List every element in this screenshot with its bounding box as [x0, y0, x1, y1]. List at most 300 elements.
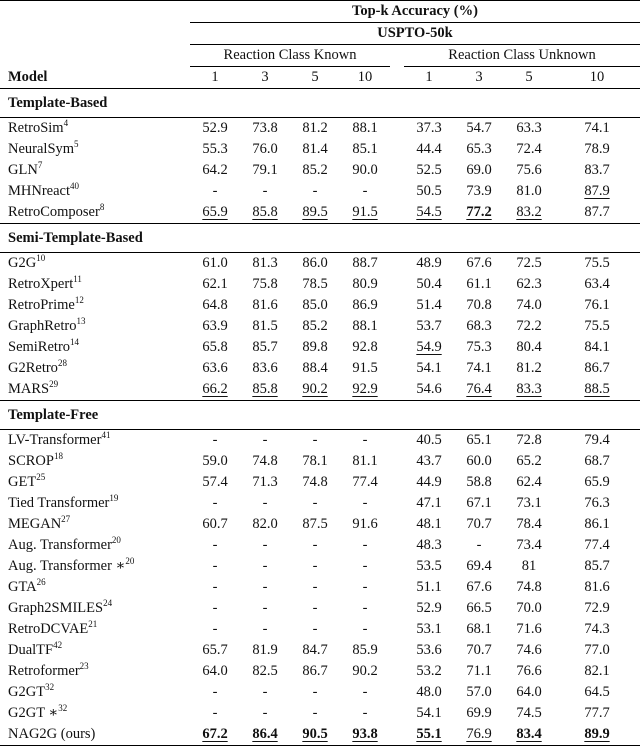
value-cell: [454, 358, 504, 379]
accuracy-value: 64.5: [584, 684, 610, 700]
value-cell: [290, 577, 340, 598]
column-gap: [390, 358, 404, 379]
value-cell: [340, 274, 390, 295]
accuracy-value: 58.8: [466, 474, 492, 490]
value-cell: [404, 139, 454, 160]
column-gap: [390, 181, 404, 202]
accuracy-value: 92.9: [352, 381, 378, 397]
value-cell: [404, 451, 454, 472]
accuracy-value: 77.7: [584, 705, 610, 721]
value-cell: [404, 118, 454, 140]
value-cell: [340, 703, 390, 724]
accuracy-value: 83.2: [516, 204, 542, 220]
value-cell: [454, 682, 504, 703]
column-gap: [390, 316, 404, 337]
accuracy-value: 51.4: [416, 297, 442, 313]
value-cell: [404, 337, 454, 358]
value-cell: [190, 118, 240, 140]
accuracy-value: 90.5: [302, 726, 328, 742]
value-cell: [240, 640, 290, 661]
table-row: [0, 253, 640, 275]
accuracy-value: 60.7: [202, 516, 228, 532]
accuracy-value: 88.1: [352, 120, 378, 136]
accuracy-value: -: [362, 684, 368, 700]
value-cell: [240, 451, 290, 472]
reference-number: 20: [111, 535, 121, 545]
model-name-cell: [0, 619, 190, 640]
accuracy-value: 86.1: [584, 516, 610, 532]
accuracy-value: 74.8: [516, 579, 542, 595]
value-cell: [340, 514, 390, 535]
accuracy-value: 85.7: [252, 339, 278, 355]
value-cell: [190, 337, 240, 358]
value-cell: [240, 181, 290, 202]
value-cell: [340, 724, 390, 746]
accuracy-value: 65.2: [516, 453, 542, 469]
accuracy-value: 63.9: [202, 318, 228, 334]
value-cell: [290, 358, 340, 379]
accuracy-value: 83.3: [516, 381, 542, 397]
table-row: [0, 493, 640, 514]
accuracy-value: 52.5: [416, 162, 442, 178]
accuracy-value: 91.6: [352, 516, 378, 532]
accuracy-value: 81.2: [302, 120, 328, 136]
reference-number: 40: [70, 181, 80, 191]
accuracy-value: -: [262, 432, 268, 448]
value-cell: [454, 160, 504, 181]
model-name-cell: [0, 358, 190, 379]
model-name-cell: [0, 337, 190, 358]
column-gap: [390, 139, 404, 160]
k-header: 10: [340, 67, 390, 89]
value-cell: [454, 118, 504, 140]
accuracy-value: 81.5: [252, 318, 278, 334]
accuracy-value: 53.6: [416, 642, 442, 658]
accuracy-value: 81.9: [252, 642, 278, 658]
table-row: [0, 703, 640, 724]
value-cell: [454, 253, 504, 275]
value-cell: [290, 253, 340, 275]
column-gap: [390, 295, 404, 316]
value-cell: [504, 682, 554, 703]
accuracy-value: 55.1: [416, 726, 442, 742]
accuracy-value: 81.1: [352, 453, 378, 469]
accuracy-value: -: [262, 579, 268, 595]
value-cell: [554, 430, 640, 452]
value-cell: [404, 703, 454, 724]
value-cell: [290, 619, 340, 640]
accuracy-value: 73.9: [466, 183, 492, 199]
model-name: RetroComposer: [8, 204, 100, 220]
section-header-row: [0, 401, 640, 430]
value-cell: [554, 139, 640, 160]
table-row: [0, 160, 640, 181]
value-cell: [554, 358, 640, 379]
value-cell: [554, 661, 640, 682]
value-cell: [504, 379, 554, 401]
accuracy-value: 72.8: [516, 432, 542, 448]
accuracy-value: -: [362, 495, 368, 511]
section-header-row: [0, 89, 640, 118]
accuracy-value: 48.3: [416, 537, 442, 553]
table-row: [0, 118, 640, 140]
value-cell: [404, 640, 454, 661]
value-cell: [240, 493, 290, 514]
value-cell: [290, 556, 340, 577]
accuracy-value: 53.1: [416, 621, 442, 637]
accuracy-value: 67.2: [202, 726, 228, 742]
value-cell: [554, 160, 640, 181]
column-gap: [390, 337, 404, 358]
value-cell: [554, 598, 640, 619]
value-cell: [190, 493, 240, 514]
value-cell: [240, 253, 290, 275]
value-cell: [404, 661, 454, 682]
value-cell: [504, 337, 554, 358]
accuracy-value: 85.1: [352, 141, 378, 157]
accuracy-value: 78.9: [584, 141, 610, 157]
accuracy-value: 67.6: [466, 255, 492, 271]
k-header: 10: [554, 67, 640, 89]
value-cell: [290, 535, 340, 556]
accuracy-value: -: [262, 558, 268, 574]
accuracy-value: -: [312, 621, 318, 637]
accuracy-value: 68.1: [466, 621, 492, 637]
table-row: [0, 577, 640, 598]
accuracy-value: -: [362, 183, 368, 199]
accuracy-value: 60.0: [466, 453, 492, 469]
model-name-cell: [0, 535, 190, 556]
accuracy-value: 88.4: [302, 360, 328, 376]
model-column-header: Model: [8, 68, 48, 85]
value-cell: [504, 358, 554, 379]
header-row-metric: [0, 1, 640, 23]
column-gap: [390, 160, 404, 181]
accuracy-value: 61.1: [466, 276, 492, 292]
model-name: MEGAN: [8, 516, 62, 532]
model-name: G2G: [8, 255, 37, 271]
model-name: RetroDCVAE: [8, 621, 89, 637]
accuracy-value: 85.8: [252, 381, 278, 397]
value-cell: [554, 202, 640, 224]
model-name: RetroPrime: [8, 297, 75, 313]
accuracy-value: 83.4: [516, 726, 542, 742]
accuracy-value: 65.9: [584, 474, 610, 490]
model-name: Graph2SMILES: [8, 600, 104, 616]
accuracy-value: 65.9: [202, 204, 228, 220]
model-name-cell: [0, 181, 190, 202]
value-cell: [190, 514, 240, 535]
k-header: 1: [404, 67, 454, 89]
accuracy-value: 77.2: [466, 204, 492, 220]
accuracy-value: 65.7: [202, 642, 228, 658]
column-gap: [390, 430, 404, 452]
value-cell: [554, 379, 640, 401]
value-cell: [340, 379, 390, 401]
section-header-row: [0, 224, 640, 253]
table-row: [0, 202, 640, 224]
reference-number: 32: [45, 682, 55, 692]
accuracy-value: 50.4: [416, 276, 442, 292]
table-row: [0, 316, 640, 337]
value-cell: [454, 556, 504, 577]
accuracy-value: 90.2: [302, 381, 328, 397]
accuracy-value: 76.4: [466, 381, 492, 397]
accuracy-value: 81: [521, 558, 537, 574]
model-name: GraphRetro: [8, 318, 77, 334]
accuracy-value: 74.1: [466, 360, 492, 376]
value-cell: [190, 472, 240, 493]
accuracy-value: 75.6: [516, 162, 542, 178]
value-cell: [554, 724, 640, 746]
accuracy-value: 85.2: [302, 318, 328, 334]
value-cell: [340, 472, 390, 493]
reference-number: 7: [37, 160, 43, 170]
value-cell: [190, 379, 240, 401]
group-known-header: Reaction Class Known: [190, 45, 390, 67]
accuracy-value: 87.5: [302, 516, 328, 532]
value-cell: [340, 556, 390, 577]
reference-number: 12: [74, 295, 84, 305]
accuracy-value: 81.6: [584, 579, 610, 595]
value-cell: [554, 682, 640, 703]
model-name-cell: [0, 379, 190, 401]
accuracy-value: 72.4: [516, 141, 542, 157]
value-cell: [240, 577, 290, 598]
value-cell: [404, 274, 454, 295]
accuracy-value: 62.3: [516, 276, 542, 292]
accuracy-value: 77.0: [584, 642, 610, 658]
value-cell: [454, 703, 504, 724]
accuracy-value: 62.4: [516, 474, 542, 490]
accuracy-value: -: [262, 705, 268, 721]
value-cell: [454, 535, 504, 556]
value-cell: [240, 379, 290, 401]
value-cell: [240, 724, 290, 746]
accuracy-value: 76.0: [252, 141, 278, 157]
model-name-cell: [0, 316, 190, 337]
value-cell: [340, 316, 390, 337]
value-cell: [190, 160, 240, 181]
accuracy-value: 87.7: [584, 204, 610, 220]
accuracy-value: 78.1: [302, 453, 328, 469]
value-cell: [290, 337, 340, 358]
value-cell: [404, 514, 454, 535]
model-name: MARS: [8, 381, 50, 397]
accuracy-value: 54.9: [416, 339, 442, 355]
accuracy-value: 91.5: [352, 204, 378, 220]
value-cell: [454, 316, 504, 337]
table-row: [0, 640, 640, 661]
value-cell: [340, 493, 390, 514]
value-cell: [454, 181, 504, 202]
value-cell: [190, 274, 240, 295]
accuracy-value: 75.5: [584, 255, 610, 271]
accuracy-value: -: [312, 600, 318, 616]
accuracy-value: 72.5: [516, 255, 542, 271]
accuracy-value: 65.3: [466, 141, 492, 157]
accuracy-value: 85.8: [252, 204, 278, 220]
accuracy-value: 85.9: [352, 642, 378, 658]
value-cell: [340, 451, 390, 472]
accuracy-value: 74.0: [516, 297, 542, 313]
table-row: [0, 514, 640, 535]
accuracy-value: -: [312, 705, 318, 721]
accuracy-value: 74.3: [584, 621, 610, 637]
table-row: [0, 451, 640, 472]
accuracy-value: -: [362, 705, 368, 721]
accuracy-value: 67.1: [466, 495, 492, 511]
accuracy-value: 44.4: [416, 141, 442, 157]
accuracy-value: -: [212, 558, 218, 574]
column-gap: [390, 682, 404, 703]
reference-number: 24: [103, 598, 113, 608]
value-cell: [290, 160, 340, 181]
accuracy-value: 48.9: [416, 255, 442, 271]
model-name-cell: [0, 640, 190, 661]
model-name-cell: [0, 202, 190, 224]
accuracy-value: -: [362, 621, 368, 637]
accuracy-value: -: [262, 684, 268, 700]
accuracy-value: 57.4: [202, 474, 228, 490]
reference-number: 41: [101, 430, 111, 440]
accuracy-value: 71.1: [466, 663, 492, 679]
value-cell: [404, 295, 454, 316]
value-cell: [240, 295, 290, 316]
column-gap: [390, 703, 404, 724]
accuracy-value: 70.8: [466, 297, 492, 313]
accuracy-value: 83.6: [252, 360, 278, 376]
value-cell: [404, 535, 454, 556]
accuracy-value: 72.2: [516, 318, 542, 334]
column-gap: [390, 379, 404, 401]
value-cell: [554, 181, 640, 202]
value-cell: [290, 703, 340, 724]
accuracy-value: 73.4: [516, 537, 542, 553]
k-header: 1: [190, 67, 240, 89]
accuracy-value: 64.0: [516, 684, 542, 700]
value-cell: [554, 703, 640, 724]
value-cell: [504, 703, 554, 724]
model-name-cell: [0, 274, 190, 295]
value-cell: [404, 577, 454, 598]
value-cell: [190, 619, 240, 640]
value-cell: [290, 640, 340, 661]
accuracy-value: -: [312, 432, 318, 448]
accuracy-value: 73.1: [516, 495, 542, 511]
value-cell: [190, 724, 240, 746]
accuracy-value: 81.3: [252, 255, 278, 271]
accuracy-value: -: [262, 537, 268, 553]
accuracy-value: 66.5: [466, 600, 492, 616]
accuracy-value: -: [312, 558, 318, 574]
model-name: NeuralSym: [8, 141, 75, 157]
accuracy-value: 92.8: [352, 339, 378, 355]
value-cell: [240, 598, 290, 619]
value-cell: [190, 430, 240, 452]
accuracy-value: 74.8: [252, 453, 278, 469]
accuracy-value: 74.8: [302, 474, 328, 490]
value-cell: [404, 358, 454, 379]
value-cell: [404, 202, 454, 224]
value-cell: [554, 514, 640, 535]
accuracy-value: 55.3: [202, 141, 228, 157]
accuracy-value: 61.0: [202, 255, 228, 271]
value-cell: [454, 202, 504, 224]
value-cell: [340, 577, 390, 598]
value-cell: [404, 253, 454, 275]
accuracy-value: -: [212, 621, 218, 637]
accuracy-value: -: [262, 621, 268, 637]
accuracy-value: 47.1: [416, 495, 442, 511]
accuracy-value: 83.7: [584, 162, 610, 178]
accuracy-value: 54.1: [416, 360, 442, 376]
value-cell: [504, 160, 554, 181]
accuracy-value: 84.1: [584, 339, 610, 355]
reference-number: 8: [99, 202, 105, 212]
column-gap: [390, 274, 404, 295]
accuracy-value: 90.2: [352, 663, 378, 679]
value-cell: [190, 295, 240, 316]
accuracy-value: 67.6: [466, 579, 492, 595]
column-gap: [390, 535, 404, 556]
header-row-groups: [0, 45, 640, 67]
reference-number: 13: [76, 316, 86, 326]
value-cell: [504, 724, 554, 746]
accuracy-value: 89.8: [302, 339, 328, 355]
accuracy-value: 91.5: [352, 360, 378, 376]
model-name-cell: [0, 514, 190, 535]
model-name: Retroformer: [8, 663, 80, 679]
value-cell: [290, 379, 340, 401]
reference-number: 19: [109, 493, 119, 503]
accuracy-value: 71.6: [516, 621, 542, 637]
value-cell: [454, 451, 504, 472]
accuracy-value: 82.5: [252, 663, 278, 679]
value-cell: [504, 139, 554, 160]
value-cell: [190, 682, 240, 703]
value-cell: [290, 181, 340, 202]
accuracy-value: 69.4: [466, 558, 492, 574]
metric-header: [190, 1, 640, 23]
column-gap: [390, 640, 404, 661]
model-name-cell: [0, 556, 190, 577]
accuracy-value: 90.0: [352, 162, 378, 178]
accuracy-value: -: [312, 183, 318, 199]
accuracy-value: 65.1: [466, 432, 492, 448]
value-cell: [504, 451, 554, 472]
value-cell: [190, 640, 240, 661]
k-header: 5: [504, 67, 554, 89]
k-header: 3: [240, 67, 290, 89]
accuracy-value: 54.1: [416, 705, 442, 721]
value-cell: [240, 619, 290, 640]
accuracy-value: -: [212, 705, 218, 721]
accuracy-value: -: [476, 537, 482, 553]
value-cell: [404, 181, 454, 202]
value-cell: [240, 472, 290, 493]
value-cell: [340, 253, 390, 275]
value-cell: [404, 316, 454, 337]
accuracy-value: 57.0: [466, 684, 492, 700]
accuracy-value: -: [212, 600, 218, 616]
accuracy-value: 48.0: [416, 684, 442, 700]
value-cell: [290, 493, 340, 514]
value-cell: [190, 253, 240, 275]
model-name: SCROP: [8, 453, 54, 469]
reference-number: 27: [61, 514, 71, 524]
accuracy-value: 87.9: [584, 183, 610, 199]
